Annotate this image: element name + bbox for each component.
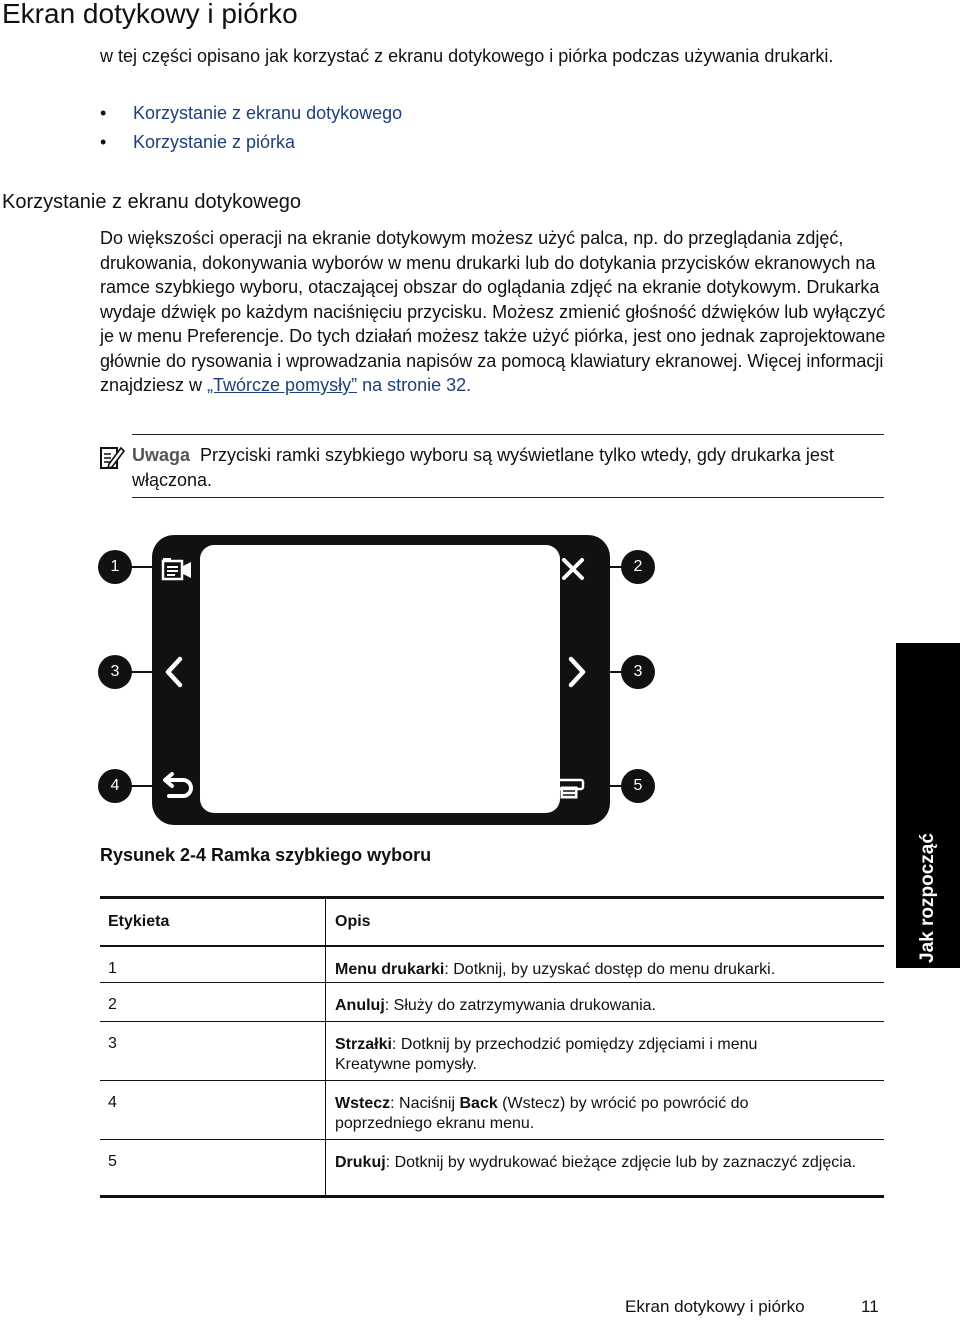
callout-3-right: 3 bbox=[621, 655, 655, 689]
quick-touch-frame-figure bbox=[97, 534, 672, 826]
table-column-divider bbox=[325, 947, 326, 982]
footer-page-number: 11 bbox=[861, 1297, 879, 1316]
back-arrow-icon[interactable] bbox=[161, 772, 193, 802]
page-title: Ekran dotykowy i piórko bbox=[2, 0, 298, 29]
row-description bbox=[335, 1153, 865, 1173]
note-label: Uwaga bbox=[132, 445, 191, 465]
creative-ideas-link[interactable]: „Twórcze pomysły” bbox=[207, 375, 358, 395]
table-header-row bbox=[100, 899, 884, 947]
table-row bbox=[100, 947, 884, 983]
arrow-right-icon[interactable] bbox=[566, 656, 588, 688]
table-bottom-rule bbox=[100, 1195, 884, 1198]
row-label: 2 bbox=[108, 996, 117, 1013]
note-text: Przyciski ramki szybkiego wyboru są wyświetlane tylko wtedy, gdy drukarka jest włączona. bbox=[132, 445, 834, 490]
figure-caption: Rysunek 2-4 Ramka szybkiego wyboru bbox=[100, 845, 432, 865]
row-description bbox=[335, 1094, 825, 1134]
printer-menu-icon[interactable] bbox=[161, 556, 193, 582]
table-column-divider bbox=[325, 1081, 326, 1139]
chapter-side-tab bbox=[896, 643, 960, 968]
row-label: 3 bbox=[108, 1035, 117, 1052]
row-description bbox=[335, 960, 875, 980]
row-term-back: Back bbox=[459, 1095, 498, 1112]
arrow-left-icon[interactable] bbox=[163, 656, 185, 688]
note-pencil-icon bbox=[99, 444, 125, 472]
row-description bbox=[335, 1035, 835, 1075]
section-toc bbox=[100, 103, 700, 161]
row-text: : Służy do zatrzymywania drukowania. bbox=[384, 997, 656, 1014]
callout-4: 4 bbox=[98, 769, 132, 803]
note-top-rule bbox=[132, 434, 884, 435]
toc-link-touchscreen[interactable]: Korzystanie z ekranu dotykowego bbox=[133, 103, 403, 123]
footer-title: Ekran dotykowy i piórko bbox=[625, 1297, 805, 1316]
note-block bbox=[132, 443, 892, 492]
table-row bbox=[100, 1022, 884, 1081]
table-column-divider bbox=[325, 983, 326, 1021]
side-tab-label: Jak rozpocząć bbox=[917, 833, 938, 963]
toc-item[interactable] bbox=[100, 103, 700, 132]
paragraph-text: Do większości operacji na ekranie dotykowym możesz użyć palca, np. do przeglądania zdjęć, drukowania, dokonywania wyborów w menu drukarki lub do dotykania przycisków ekranowych na ramce szybkiego wyboru, otaczającej obszar do oglądania zdjęć na ekranie dotykowym. Drukarka wydaje dźwięk po każdym naciśnięciu przycisku. Możesz zmienić głośność dźwięków lub wyłączyć je w menu Preferencje. Do tych działań możesz także użyć piórka, jest ono jednak zaprojektowane głównie do rysowania i wprowadzania napisów za pomocą klawiatury ekranowej. Więcej informacji znajdziesz w bbox=[100, 228, 886, 395]
section-heading: Korzystanie z ekranu dotykowego bbox=[2, 191, 302, 213]
note-bottom-rule bbox=[132, 497, 884, 498]
link-page-ref: na stronie 32. bbox=[357, 375, 472, 395]
row-term: Wstecz bbox=[335, 1095, 391, 1112]
touchscreen-display bbox=[200, 545, 560, 813]
callout-1: 1 bbox=[98, 550, 132, 584]
table-column-divider bbox=[325, 1022, 326, 1080]
table-header-label: Etykieta bbox=[108, 913, 170, 930]
row-text: : Dotknij, by uzyskać dostęp do menu drukarki. bbox=[444, 961, 776, 978]
row-term: Menu drukarki bbox=[335, 961, 445, 978]
cancel-x-icon[interactable] bbox=[560, 556, 586, 582]
row-description bbox=[335, 996, 875, 1016]
toc-link-stylus[interactable]: Korzystanie z piórka bbox=[133, 132, 296, 152]
table-header-desc: Opis bbox=[335, 913, 371, 930]
row-label: 5 bbox=[108, 1153, 117, 1170]
callout-2: 2 bbox=[621, 550, 655, 584]
row-term: Anuluj bbox=[335, 997, 385, 1014]
intro-paragraph: w tej części opisano jak korzystać z ekranu dotykowego i piórka podczas używania drukarki. bbox=[100, 46, 834, 66]
section-paragraph bbox=[100, 226, 890, 398]
callout-3-left: 3 bbox=[98, 655, 132, 689]
table-row bbox=[100, 1081, 884, 1140]
callout-5: 5 bbox=[621, 769, 655, 803]
table-column-divider bbox=[325, 899, 326, 945]
row-label: 1 bbox=[108, 960, 117, 977]
toc-item[interactable] bbox=[100, 132, 700, 161]
table-row bbox=[100, 1140, 884, 1195]
row-term: Drukuj bbox=[335, 1154, 386, 1171]
row-text: : Dotknij by wydrukować bieżące zdjęcie lub by zaznaczyć zdjęcia. bbox=[385, 1154, 857, 1171]
row-text: : Naciśnij bbox=[390, 1095, 460, 1112]
row-label: 4 bbox=[108, 1094, 117, 1111]
table-column-divider bbox=[325, 1140, 326, 1195]
row-term: Strzałki bbox=[335, 1036, 392, 1053]
row-text: (Wstecz) by wrócić po powrócić do poprzedniego ekranu menu. bbox=[335, 1095, 749, 1132]
row-text: : Dotknij by przechodzić pomiędzy zdjęciami i menu Kreatywne pomysły. bbox=[335, 1036, 758, 1073]
legend-table bbox=[100, 896, 884, 1198]
print-icon[interactable] bbox=[553, 776, 585, 802]
table-row bbox=[100, 983, 884, 1022]
